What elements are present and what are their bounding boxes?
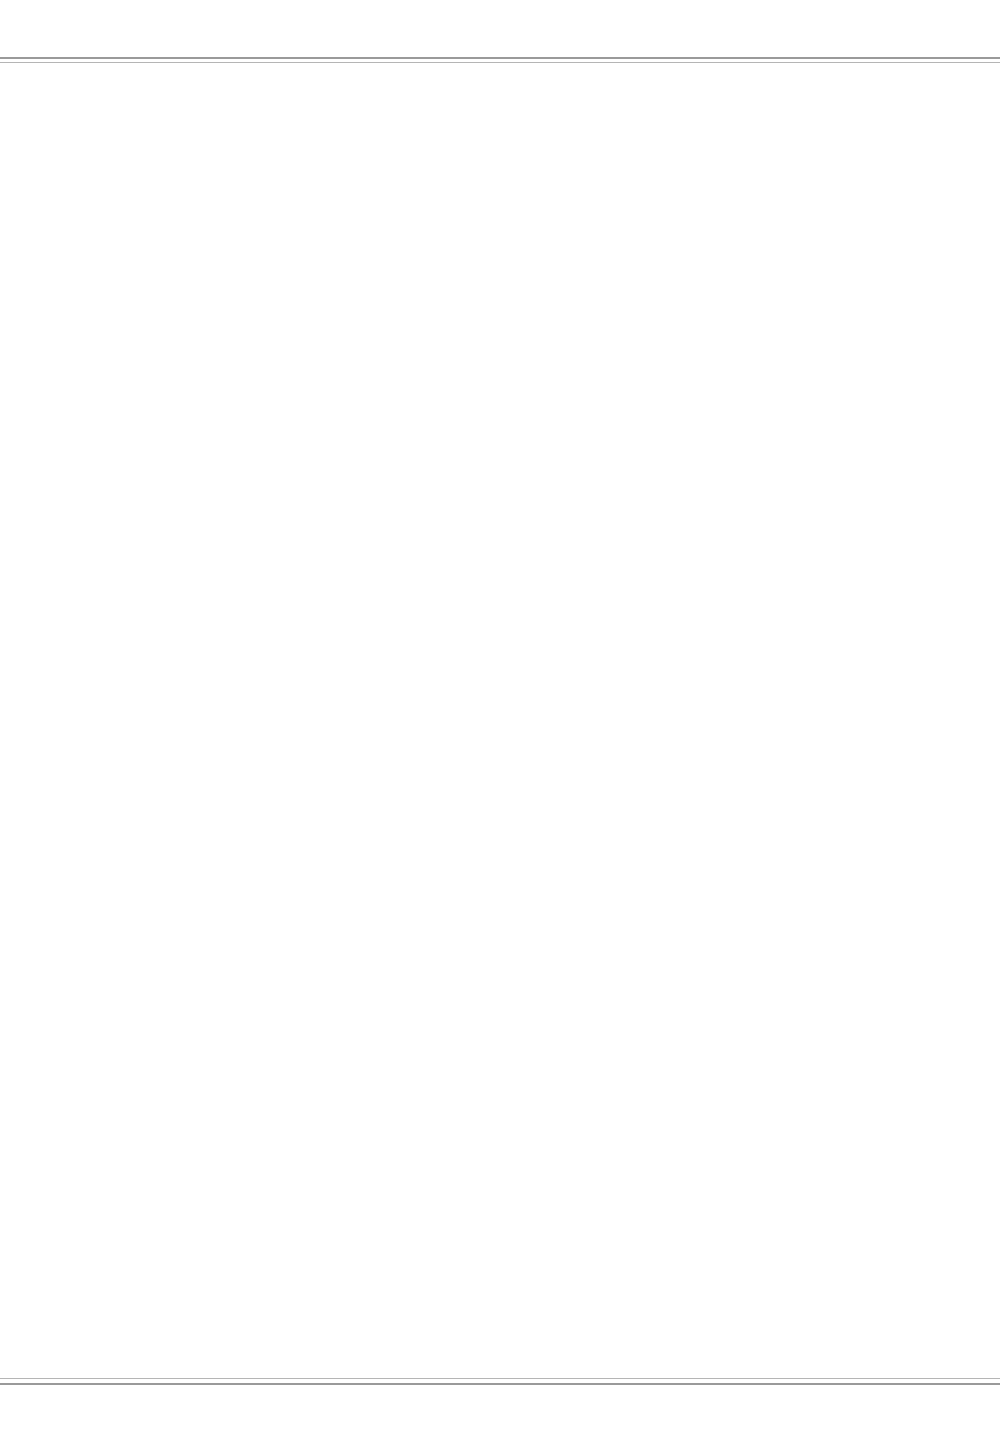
top-border-rule [0,57,1000,59]
top-border-rule-inner [0,62,1000,63]
bottom-border-rule-inner [0,1378,1000,1379]
bottom-border-rule [0,1383,1000,1385]
